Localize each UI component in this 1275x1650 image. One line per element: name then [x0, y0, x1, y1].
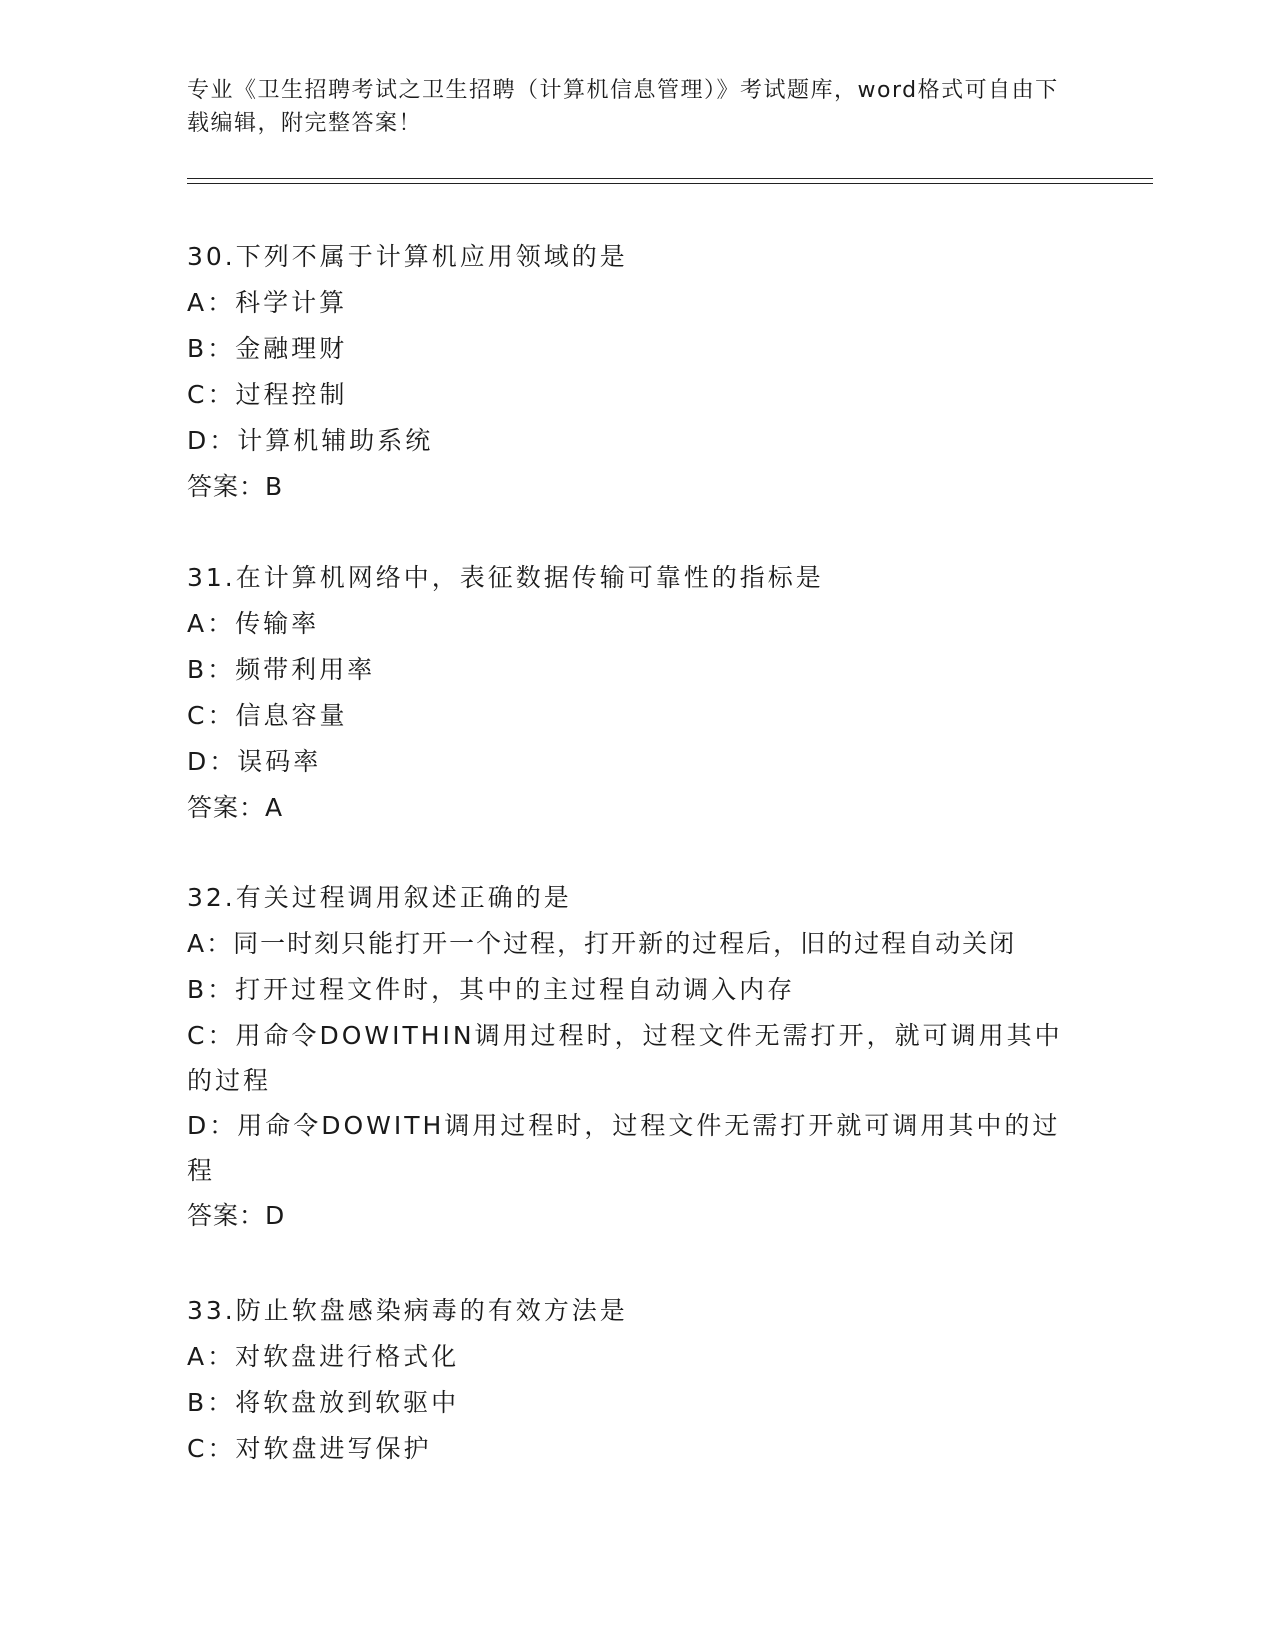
- question-stem: 33.防止软盘感染病毒的有效方法是: [187, 1296, 628, 1325]
- answer-label: 答案：D: [187, 1201, 286, 1230]
- option-a: A：对软盘进行格式化: [187, 1342, 460, 1371]
- option-c: C：对软盘进写保护: [187, 1434, 432, 1463]
- option-d: D：用命令DOWITH调用过程时，过程文件无需打开就可调用其中的过程: [187, 1111, 1061, 1185]
- option-d: D：误码率: [187, 747, 322, 776]
- option-a: A：传输率: [187, 609, 320, 638]
- answer-label: 答案：B: [187, 472, 284, 501]
- option-b: B：打开过程文件时，其中的主过程自动调入内存: [187, 975, 796, 1004]
- option-a: A：同一时刻只能打开一个过程，打开新的过程后，旧的过程自动关闭: [187, 929, 1017, 958]
- option-b: B：金融理财: [187, 334, 348, 363]
- question-30: [187, 234, 1077, 510]
- question-stem: 32.有关过程调用叙述正确的是: [187, 883, 572, 912]
- option-b: B：频带利用率: [187, 655, 376, 684]
- header-divider-top: [187, 178, 1153, 179]
- option-b: B：将软盘放到软驱中: [187, 1388, 460, 1417]
- question-33: [187, 1288, 1077, 1472]
- header-divider-bottom: [187, 183, 1153, 184]
- question-stem: 31.在计算机网络中，表征数据传输可靠性的指标是: [187, 563, 824, 592]
- document-header: 专业《卫生招聘考试之卫生招聘（计算机信息管理）》考试题库，word格式可自由下载编辑，附完整答案！: [187, 78, 1059, 136]
- option-c: C：过程控制: [187, 380, 348, 409]
- option-c: C：信息容量: [187, 701, 348, 730]
- option-a: A：科学计算: [187, 288, 348, 317]
- option-c: C：用命令DOWITHIN调用过程时，过程文件无需打开，就可调用其中的过程: [187, 1021, 1063, 1095]
- option-d: D：计算机辅助系统: [187, 426, 434, 455]
- answer-label: 答案：A: [187, 793, 284, 822]
- question-stem: 30.下列不属于计算机应用领域的是: [187, 242, 628, 271]
- question-31: [187, 555, 1077, 831]
- question-32: [187, 875, 1077, 1239]
